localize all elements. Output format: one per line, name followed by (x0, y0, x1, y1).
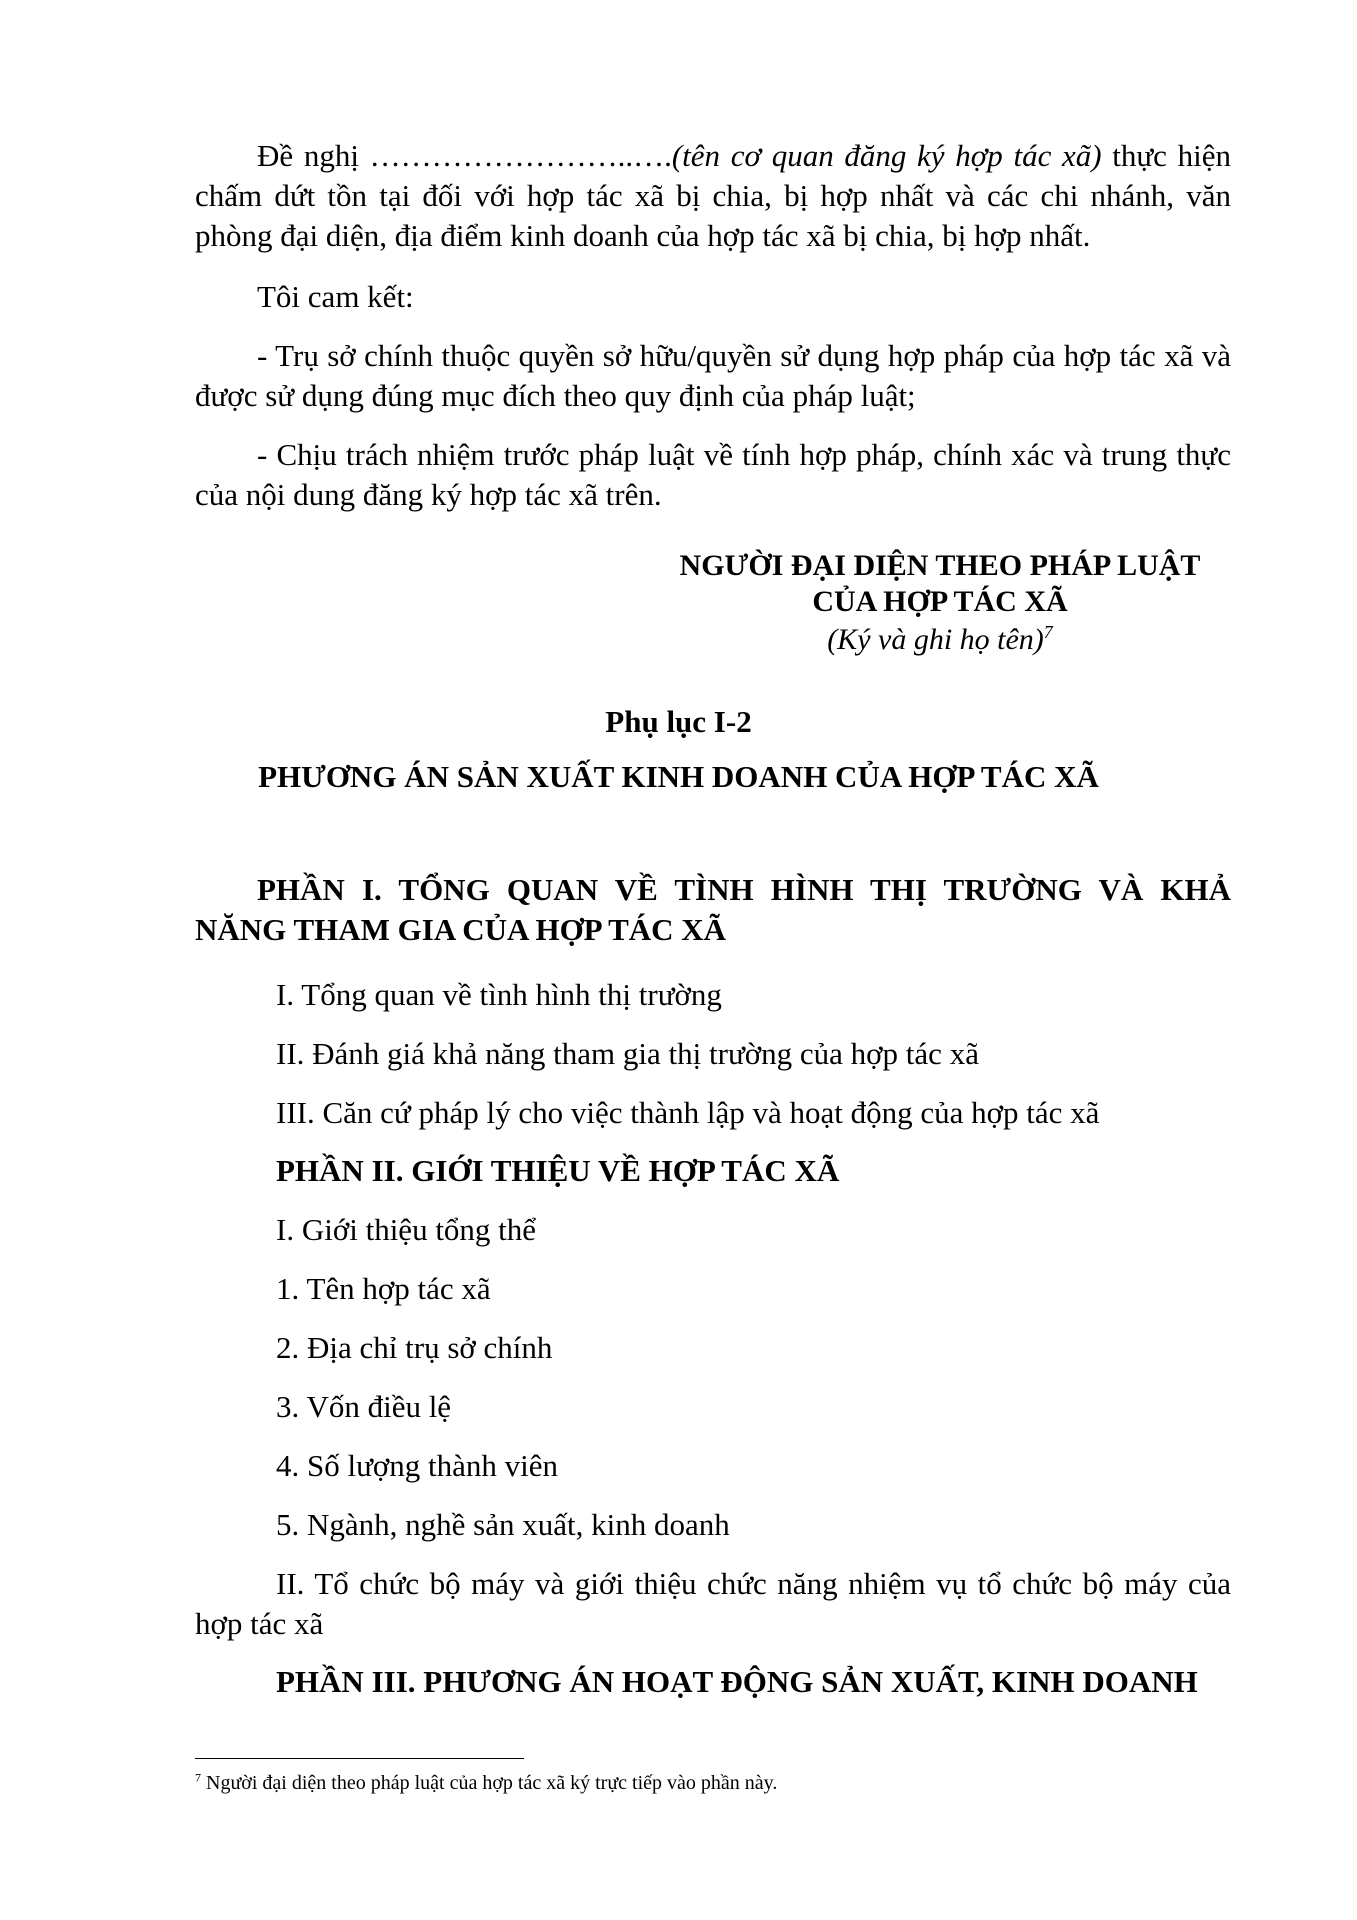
appendix-title: PHƯƠNG ÁN SẢN XUẤT KINH DOANH CỦA HỢP TÁC XÃ (258, 759, 1099, 794)
commitment-item-2: - Chịu trách nhiệm trước pháp luật về tính hợp pháp, chính xác và trung thực của nội dung đăng ký hợp tác xã trên. (195, 437, 1231, 512)
part1-item-1: I. Tổng quan về tình hình thị trường (276, 977, 722, 1012)
footnote (195, 1770, 777, 1796)
part1-item-2: II. Đánh giá khả năng tham gia thị trường của hợp tác xã (276, 1036, 979, 1071)
signature-title-line-2: CỦA HỢP TÁC XÃ (812, 585, 1068, 618)
commitment-item-1: - Trụ sở chính thuộc quyền sở hữu/quyền sử dụng hợp pháp của hợp tác xã và được sử dụng đúng mục đích theo quy định của pháp luật; (195, 338, 1231, 413)
part2-item-4: 3. Vốn điều lệ (276, 1389, 452, 1424)
part3-heading: PHẦN III. PHƯƠNG ÁN HOẠT ĐỘNG SẢN XUẤT, KINH DOANH (276, 1664, 1198, 1699)
footnote-text: Người đại diện theo pháp luật của hợp tác xã ký trực tiếp vào phần này. (201, 1772, 778, 1794)
part2-item-6: 5. Ngành, nghề sản xuất, kinh doanh (276, 1507, 730, 1542)
signature-note (640, 622, 1240, 658)
request-rest: thực hiện chấm dứt tồn tại đối với hợp tác xã bị chia, bị hợp nhất và các chi nhánh, văn phòng đại diện, địa điểm kinh doanh của hợp tác xã bị chia, bị hợp nhất. (195, 138, 1231, 253)
part2-item-5: 4. Số lượng thành viên (276, 1448, 559, 1483)
footnote-ref: 7 (1043, 622, 1053, 642)
request-lead: Đề nghị (257, 138, 370, 173)
footnote-number: 7 (195, 1770, 201, 1785)
agency-placeholder: (tên cơ quan đăng ký hợp tác xã) (671, 138, 1102, 173)
appendix-label: Phụ lục I-2 (605, 704, 752, 739)
part1-item-3: III. Căn cứ pháp lý cho việc thành lập và hoạt động của hợp tác xã (276, 1095, 1100, 1130)
signature-note-text: (Ký và ghi họ tên) (827, 623, 1044, 656)
request-dots: ……………………..…. (369, 138, 672, 173)
part1-heading: PHẦN I. TỔNG QUAN VỀ TÌNH HÌNH THỊ TRƯỜNG VÀ KHẢ NĂNG THAM GIA CỦA HỢP TÁC XÃ (195, 872, 1231, 947)
part2-heading: PHẦN II. GIỚI THIỆU VỀ HỢP TÁC XÃ (276, 1153, 840, 1188)
part2-item-1: I. Giới thiệu tổng thể (276, 1212, 537, 1247)
footnote-divider (195, 1758, 524, 1759)
commitment-heading: Tôi cam kết: (257, 279, 414, 314)
signature-title-line-1: NGƯỜI ĐẠI DIỆN THEO PHÁP LUẬT (679, 549, 1201, 582)
request-paragraph (195, 136, 1231, 256)
part2-item-2: 1. Tên hợp tác xã (276, 1271, 491, 1306)
part2-item-org: II. Tổ chức bộ máy và giới thiệu chức năng nhiệm vụ tổ chức bộ máy của hợp tác xã (195, 1566, 1231, 1641)
part2-item-3: 2. Địa chỉ trụ sở chính (276, 1330, 553, 1365)
